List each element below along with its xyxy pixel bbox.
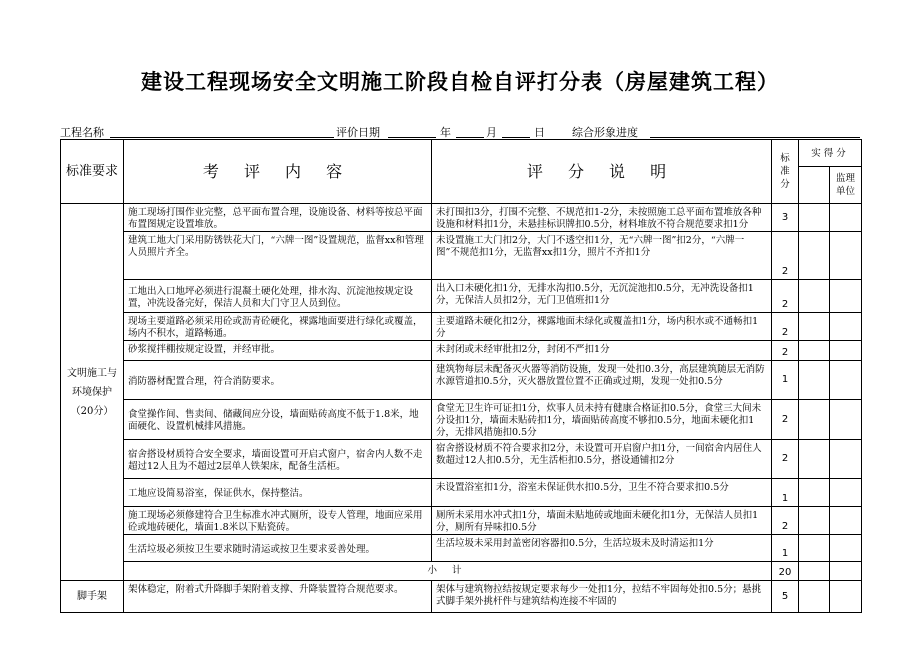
actual-score-cell[interactable]: [799, 400, 830, 440]
month-label: 月: [486, 126, 497, 139]
eval-date-label: 评价日期: [336, 126, 380, 139]
content-cell: 宿舍搭设材质符合安全要求，墙面设置可开启式窗户，宿舍内人数不走超过12人且为不超过2层单人铁架床，配备生活柜。: [124, 440, 432, 479]
content-cell: 消防器材配置合理，符合消防要求。: [124, 361, 432, 400]
content-cell: 砂浆搅拌棚按规定设置，并经审批。: [124, 341, 432, 361]
year-field[interactable]: [388, 137, 436, 138]
content-cell: 食堂操作间、售卖间、储藏间应分设，墙面贴砖高度不低于1.8米，地面硬化、设置机械排风措施。: [124, 400, 432, 440]
standard-score-cell: 2: [772, 313, 799, 341]
project-name-field[interactable]: [110, 137, 334, 138]
actual-score-cell[interactable]: [799, 535, 830, 562]
progress-field[interactable]: [650, 137, 860, 138]
header-explanation: 评 分 说 明: [432, 140, 772, 204]
standard-score-cell: 2: [772, 400, 799, 440]
standard-score-cell: 1: [772, 361, 799, 400]
actual-score-cell[interactable]: [799, 507, 830, 535]
subtotal-score: 20: [772, 562, 799, 581]
actual-score-cell[interactable]: [799, 341, 830, 361]
content-cell: 生活垃圾必须按卫生要求随时清运或按卫生要求妥善处理。: [124, 535, 432, 562]
explanation-cell: 未设置浴室扣1分，浴室未保证供水扣0.5分，卫生不符合要求扣0.5分: [432, 479, 772, 507]
actual-score-cell[interactable]: [799, 479, 830, 507]
actual-score-cell[interactable]: [799, 440, 830, 479]
page-title: 建设工程现场安全文明施工阶段自检自评打分表（房屋建筑工程）: [141, 70, 779, 94]
day-field[interactable]: [502, 137, 530, 138]
supervisor-score-cell[interactable]: [830, 400, 862, 440]
standard-score-cell: 3: [772, 204, 799, 232]
explanation-cell: 宿舍搭设材质不符合要求扣2分，未设置可开启窗户扣1分，一间宿舍内居住人数超过12人扣0.5分，无生活柜扣0.5分，搭设通铺扣2分: [432, 440, 772, 479]
standard-score-cell: 2: [772, 232, 799, 280]
actual-score-cell[interactable]: [799, 581, 830, 613]
supervisor-score-cell[interactable]: [830, 280, 862, 313]
standard-score-cell: 2: [772, 440, 799, 479]
standard-score-cell: 1: [772, 479, 799, 507]
explanation-cell: 厕所未采用水冲式扣1分，墙面未贴地砖或地面未硬化扣1分，无保洁人员扣1分，厕所有异味扣0.5分: [432, 507, 772, 535]
explanation-cell: 出入口未硬化扣1分，无排水沟扣0.5分，无沉淀池扣0.5分，无冲洗设备扣1分，无保洁人员扣2分，无门卫值班扣1分: [432, 280, 772, 313]
explanation-cell: 未打围扣3分，打围不完整、不规范扣1-2分，未按照施工总平面布置堆放各种设施和材料扣1分，未悬挂标识牌扣0.5分，材料堆放不符合规范要求扣1分: [432, 204, 772, 232]
category-scaffolding: 脚手架: [61, 581, 124, 613]
explanation-cell: 未设置施工大门扣2分，大门不透空扣1分，无“六牌一图”扣2分，“六牌一图”不规范扣1分，无监督xx扣1分，照片不齐扣1分: [432, 232, 772, 280]
content-cell: 工地出入口地坪必须进行混凝土硬化处理，排水沟、沉淀池按规定设置，冲洗设备完好，保洁人员和大门守卫人员到位。: [124, 280, 432, 313]
explanation-cell: 主要道路未硬化扣2分，裸露地面未绿化或覆盖扣1分，场内积水或不通畅扣1分: [432, 313, 772, 341]
supervisor-score-cell[interactable]: [830, 440, 862, 479]
supervisor-score-cell[interactable]: [830, 341, 862, 361]
actual-score-cell[interactable]: [799, 280, 830, 313]
content-cell: 施工现场必须修建符合卫生标准水冲式厕所，设专人管理，地面应采用砼或地砖硬化，墙面1.8米以下贴瓷砖。: [124, 507, 432, 535]
header-actual-blank: [799, 167, 830, 204]
supervisor-score-cell[interactable]: [830, 361, 862, 400]
supervisor-score-cell[interactable]: [830, 479, 862, 507]
content-cell: 施工现场打围作业完整，总平面布置合理，设施设备、材料等按总平面布置图规定设置堆放。: [124, 204, 432, 232]
month-field[interactable]: [456, 137, 484, 138]
progress-label: 综合形象进度: [572, 126, 638, 139]
actual-score-cell[interactable]: [799, 204, 830, 232]
header-standard-score: 标准分: [772, 140, 799, 204]
header-actual-score: 实得分: [799, 140, 862, 167]
header-content: 考 评 内 容: [124, 140, 432, 204]
year-label: 年: [440, 126, 451, 139]
content-cell: 建筑工地大门采用防锈铁花大门，“六牌一图”设置规范，监督xx和管理人员照片齐全。: [124, 232, 432, 280]
supervisor-score-cell[interactable]: [830, 313, 862, 341]
subtotal-supervisor-cell[interactable]: [830, 562, 862, 581]
content-cell: 现场主要道路必须采用砼或沥青砼硬化，裸露地面要进行绿化或覆盖，场内不积水，道路畅通。: [124, 313, 432, 341]
supervisor-score-cell[interactable]: [830, 232, 862, 280]
explanation-cell: 未封闭或未经审批扣2分，封闭不严扣1分: [432, 341, 772, 361]
standard-score-cell: 2: [772, 341, 799, 361]
category-civilized-construction: 文明施工与环境保护（20分）: [61, 204, 124, 581]
supervisor-score-cell[interactable]: [830, 507, 862, 535]
subtotal-label: 小 计: [124, 562, 772, 581]
actual-score-cell[interactable]: [799, 313, 830, 341]
header-supervisor: 监理单位: [830, 167, 862, 204]
explanation-cell: 架体与建筑物拉结按规定要求每少一处扣1分，拉结不牢固每处扣0.5分；悬挑式脚手架外挑杆件与建筑结构连接不牢固的: [432, 581, 772, 613]
actual-score-cell[interactable]: [799, 232, 830, 280]
score-table: [60, 139, 862, 613]
header-standard: 标准要求: [61, 140, 124, 204]
actual-score-cell[interactable]: [799, 361, 830, 400]
explanation-cell: 建筑物每层未配备灭火器等消防设施，发现一处扣0.3分，高层建筑随层无消防水源管道扣0.5分，灭火器放置位置不正确或过期，发现一处扣0.5分: [432, 361, 772, 400]
explanation-cell: 食堂无卫生许可证扣1分，炊事人员未持有健康合格证扣0.5分，食堂三大间未分设扣1分，墙面未贴砖扣1分，墙面贴砖高度不够扣0.5分，地面未硬化扣1分，无排风措施扣0.5分: [432, 400, 772, 440]
standard-score-cell: 2: [772, 507, 799, 535]
supervisor-score-cell[interactable]: [830, 581, 862, 613]
day-label: 日: [534, 126, 545, 139]
standard-score-cell: 5: [772, 581, 799, 613]
supervisor-score-cell[interactable]: [830, 535, 862, 562]
standard-score-cell: 1: [772, 535, 799, 562]
content-cell: 工地应设简易浴室，保证供水，保持整洁。: [124, 479, 432, 507]
standard-score-cell: 2: [772, 280, 799, 313]
project-name-label: 工程名称: [60, 126, 104, 139]
content-cell: 架体稳定，附着式升降脚手架附着支撑、升降装置符合规范要求。: [124, 581, 432, 613]
explanation-cell: 生活垃圾未采用封盖密闭容器扣0.5分，生活垃圾未及时清运扣1分: [432, 535, 772, 562]
subtotal-actual-cell[interactable]: [799, 562, 830, 581]
info-line: [60, 122, 860, 140]
supervisor-score-cell[interactable]: [830, 204, 862, 232]
